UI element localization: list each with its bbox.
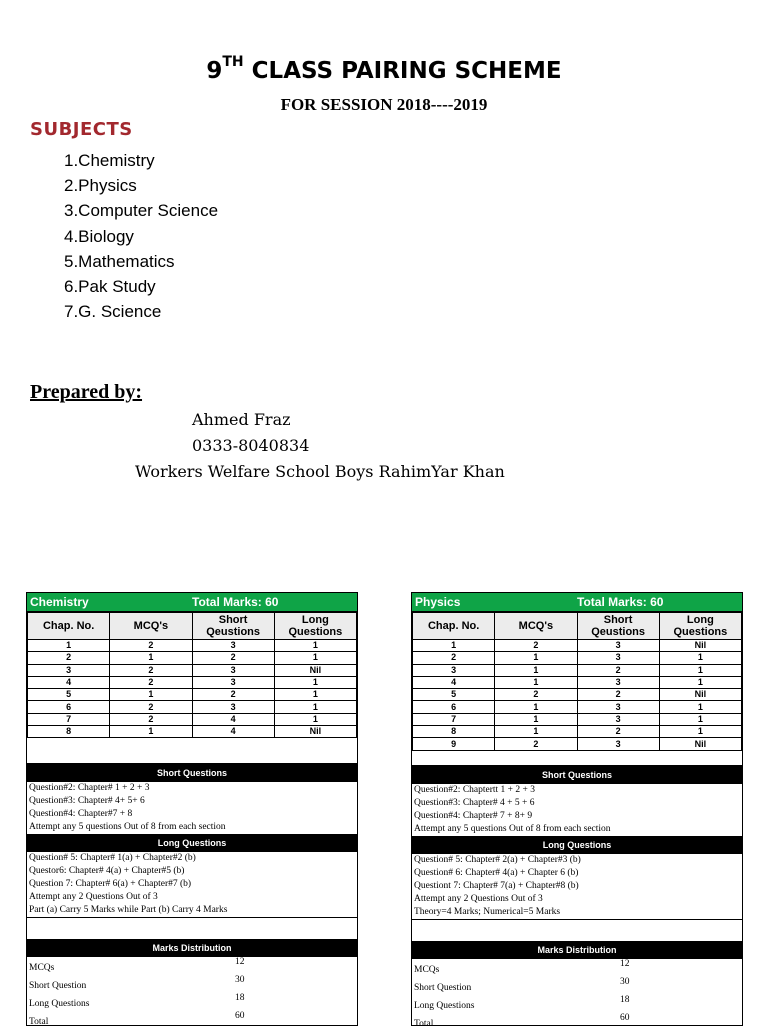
column-header: Chap. No.: [28, 613, 110, 640]
short-question-line: Question#4: Chapter#7 + 8: [29, 809, 133, 820]
short-questions-heading: Short Questions: [27, 764, 357, 782]
subject-item: 7.G. Science: [64, 302, 162, 322]
table-cell: 1: [28, 640, 110, 652]
subjects-heading: SUBJECTS: [30, 119, 133, 140]
table-cell: 2: [192, 652, 274, 664]
distribution-row: [27, 975, 357, 993]
table-row: [28, 726, 357, 738]
table-cell: 1: [659, 676, 741, 688]
distribution-row: [27, 957, 357, 975]
table-cell: 3: [192, 676, 274, 688]
title-number: 9: [206, 58, 223, 84]
author-name: Ahmed Fraz: [192, 410, 291, 429]
column-header: Long Questions: [659, 613, 741, 640]
distribution-row: [27, 1011, 357, 1029]
short-question-line: Question#3: Chapter# 4 + 5 + 6: [414, 797, 535, 808]
physics-chapter-table: [412, 612, 742, 751]
table-cell: 2: [192, 689, 274, 701]
table-cell: 1: [495, 664, 577, 676]
table-cell: 9: [413, 738, 495, 750]
table-row: [28, 652, 357, 664]
long-question-line: Theory=4 Marks; Numerical=5 Marks: [414, 906, 561, 917]
table-cell: Nil: [274, 664, 356, 676]
table-cell: 1: [110, 726, 192, 738]
table-cell: 1: [274, 676, 356, 688]
column-header: Short Qeustions: [192, 613, 274, 640]
table-row: [413, 701, 742, 713]
short-question-line: Question#3: Chapter# 4+ 5+ 6: [29, 796, 145, 807]
table-cell: 1: [659, 713, 741, 725]
distribution-label: Total: [29, 1017, 49, 1028]
table-cell: 7: [28, 713, 110, 725]
subject-name: Chemistry: [30, 595, 89, 609]
table-cell: 1: [274, 652, 356, 664]
distribution-value: 18: [235, 993, 245, 1004]
distribution-value: 30: [620, 976, 630, 987]
table-cell: 1: [495, 652, 577, 664]
table-row: [413, 652, 742, 664]
long-questions-heading: Long Questions: [412, 836, 742, 854]
table-cell: 3: [577, 738, 659, 750]
table-row: [413, 738, 742, 750]
subject-item: 5.Mathematics: [64, 251, 175, 271]
table-row: [413, 713, 742, 725]
table-cell: 1: [659, 664, 741, 676]
table-row: [28, 664, 357, 676]
table-cell: 2: [110, 713, 192, 725]
table-cell: 1: [495, 726, 577, 738]
distribution-label: Long Questions: [414, 1000, 475, 1011]
short-question-line: Question#4: Chapter# 7 + 8+ 9: [414, 810, 533, 821]
long-question-line: Questiont 7: Chapter# 7(a) + Chapter#8 (b): [414, 880, 579, 891]
table-row: [28, 676, 357, 688]
table-cell: 3: [577, 652, 659, 664]
table-cell: 1: [659, 652, 741, 664]
table-cell: 4: [413, 676, 495, 688]
table-row: [413, 726, 742, 738]
table-cell: 4: [192, 726, 274, 738]
table-cell: 3: [192, 664, 274, 676]
distribution-value: 60: [235, 1011, 245, 1022]
long-question-line: Question 7: Chapter# 6(a) + Chapter#7 (b): [29, 879, 192, 890]
short-questions-heading: Short Questions: [412, 766, 742, 784]
page-title: [0, 54, 768, 84]
table-cell: 4: [192, 713, 274, 725]
short-question-line: Attempt any 5 questions Out of 8 from each section: [414, 823, 611, 834]
table-cell: 1: [659, 701, 741, 713]
total-marks: Total Marks: 60: [577, 595, 664, 609]
table-row: [413, 676, 742, 688]
table-cell: 2: [110, 701, 192, 713]
table-cell: 1: [413, 640, 495, 652]
chemistry-header: [27, 593, 357, 612]
table-row: [28, 713, 357, 725]
long-question-line: Question# 5: Chapter# 2(a) + Chapter#3 (b): [414, 854, 581, 865]
table-row: [28, 689, 357, 701]
session-subtitle: FOR SESSION 2018----2019: [280, 95, 488, 114]
table-cell: 5: [413, 689, 495, 701]
table-cell: 2: [577, 689, 659, 701]
short-question-line: Question#2: Chapter# 1 + 2 + 3: [29, 783, 150, 794]
physics-panel: [411, 592, 743, 1029]
distribution-value: 12: [620, 958, 630, 969]
table-row: [413, 640, 742, 652]
distribution-label: Short Question: [29, 981, 87, 992]
table-cell: 1: [659, 726, 741, 738]
table-cell: 2: [495, 738, 577, 750]
table-cell: 3: [28, 664, 110, 676]
long-question-line: Attempt any 2 Questions Out of 3: [414, 893, 543, 904]
chemistry-chapter-table: [27, 612, 357, 738]
subject-item: 6.Pak Study: [64, 276, 156, 296]
table-cell: 3: [577, 713, 659, 725]
table-cell: 1: [495, 701, 577, 713]
table-cell: 3: [577, 701, 659, 713]
table-cell: 2: [495, 640, 577, 652]
short-question-line: Question#2: Chaptertt 1 + 2 + 3: [414, 784, 536, 795]
marks-distribution-heading: Marks Distribution: [27, 939, 357, 957]
distribution-label: Long Questions: [29, 999, 90, 1010]
subject-name: Physics: [415, 595, 461, 609]
table-cell: 2: [577, 664, 659, 676]
table-cell: Nil: [659, 738, 741, 750]
table-cell: 1: [274, 713, 356, 725]
distribution-value: 12: [235, 957, 245, 968]
distribution-row: [27, 993, 357, 1011]
table-cell: 3: [192, 701, 274, 713]
chemistry-panel: [26, 592, 358, 1026]
table-cell: 1: [274, 701, 356, 713]
total-marks: Total Marks: 60: [192, 595, 279, 609]
distribution-value: 18: [620, 994, 630, 1005]
table-cell: Nil: [659, 689, 741, 701]
table-cell: 3: [192, 640, 274, 652]
distribution-label: MCQs: [414, 964, 440, 975]
prepared-by-label: Prepared by:: [30, 381, 143, 403]
subject-item: 1.Chemistry: [64, 151, 155, 170]
distribution-row: [412, 1013, 742, 1031]
subject-item: 3.Computer Science: [64, 201, 219, 221]
table-cell: 1: [274, 640, 356, 652]
subject-list: [64, 148, 218, 324]
table-cell: 2: [110, 676, 192, 688]
table-cell: Nil: [659, 640, 741, 652]
distribution-row: [412, 995, 742, 1013]
table-cell: 2: [110, 640, 192, 652]
table-cell: 3: [577, 640, 659, 652]
table-cell: 3: [577, 676, 659, 688]
table-cell: 6: [413, 701, 495, 713]
distribution-label: Short Question: [414, 982, 472, 993]
long-questions-heading: Long Questions: [27, 834, 357, 852]
distribution-label: MCQs: [29, 963, 55, 974]
table-cell: 7: [413, 713, 495, 725]
short-question-line: Attempt any 5 questions Out of 8 from each section: [29, 822, 226, 833]
table-cell: 2: [110, 664, 192, 676]
table-cell: 2: [413, 652, 495, 664]
physics-header: [412, 593, 742, 612]
distribution-row: [412, 977, 742, 995]
column-header: MCQ's: [110, 613, 192, 640]
table-row: [413, 689, 742, 701]
table-row: [28, 701, 357, 713]
subject-item: 4.Biology: [64, 226, 134, 246]
table-cell: 2: [577, 726, 659, 738]
table-cell: 8: [28, 726, 110, 738]
table-cell: 6: [28, 701, 110, 713]
author-phone: 0333-8040834: [192, 436, 310, 455]
distribution-value: 30: [235, 975, 245, 986]
subject-item: 2.Physics: [64, 176, 137, 196]
column-header: Chap. No.: [413, 613, 495, 640]
title-superscript: TH: [222, 54, 244, 70]
author-school: Workers Welfare School Boys RahimYar Khan: [135, 462, 505, 481]
table-cell: 1: [110, 652, 192, 664]
table-cell: 1: [274, 689, 356, 701]
table-cell: 4: [28, 676, 110, 688]
table-cell: Nil: [274, 726, 356, 738]
table-cell: 1: [110, 689, 192, 701]
column-header: Long Questions: [274, 613, 356, 640]
table-cell: 2: [28, 652, 110, 664]
title-text: CLASS PAIRING SCHEME: [243, 58, 562, 84]
distribution-row: [412, 959, 742, 977]
table-cell: 5: [28, 689, 110, 701]
table-row: [28, 640, 357, 652]
long-question-line: Attempt any 2 Questions Out of 3: [29, 892, 158, 903]
table-row: [413, 664, 742, 676]
marks-distribution-heading: Marks Distribution: [412, 941, 742, 959]
long-question-line: Question# 5: Chapter# 1(a) + Chapter#2 (b): [29, 853, 196, 864]
column-header: Short Qeustions: [577, 613, 659, 640]
distribution-label: Total: [414, 1018, 434, 1029]
table-cell: 3: [413, 664, 495, 676]
distribution-value: 60: [620, 1012, 630, 1023]
long-question-line: Question# 6: Chapter# 4(a) + Chapter 6 (b): [414, 867, 579, 878]
table-cell: 1: [495, 713, 577, 725]
long-question-line: Part (a) Carry 5 Marks while Part (b) Carry 4 Marks: [29, 905, 228, 916]
table-cell: 1: [495, 676, 577, 688]
column-header: MCQ's: [495, 613, 577, 640]
table-cell: 2: [495, 689, 577, 701]
table-cell: 8: [413, 726, 495, 738]
long-question-line: Questor6: Chapter# 4(a) + Chapter#5 (b): [29, 866, 185, 877]
